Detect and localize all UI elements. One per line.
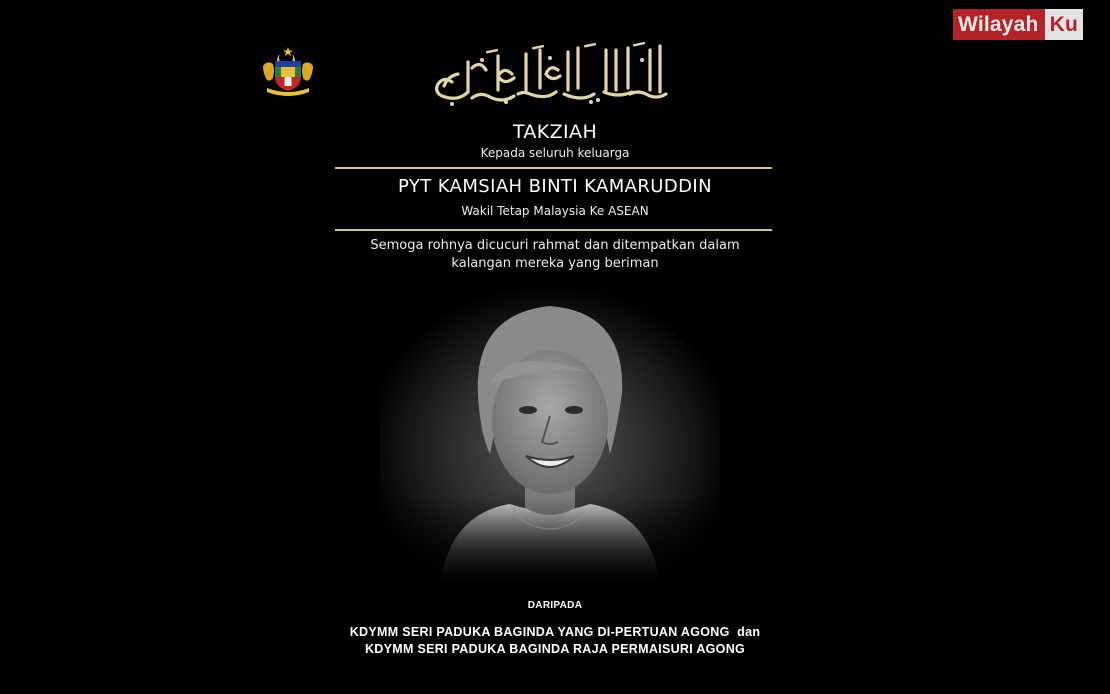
gold-divider-bottom — [335, 229, 772, 231]
from-label: DARIPADA — [527, 600, 583, 611]
giver-line-2: KDYMM SERI PADUKA BAGINDA RAJA PERMAISURI AGONG — [364, 642, 746, 656]
condolence-giver — [0, 624, 1110, 658]
watermark-part-1: Wilayah — [953, 9, 1045, 40]
deceased-name: PYT KAMSIAH BINTI KAMARUDDIN — [398, 176, 712, 197]
giver-line-1: KDYMM SERI PADUKA BAGINDA YANG DI-PERTUAN AGONG dan — [349, 625, 761, 639]
prayer-text — [0, 237, 1110, 273]
watermark-part-2: Ku — [1045, 9, 1083, 40]
prayer-line-2: kalangan mereka yang beriman — [451, 256, 659, 271]
page-title: TAKZIAH — [512, 121, 598, 143]
portrait-photo — [380, 284, 720, 584]
arabic-calligraphy-icon — [428, 40, 678, 114]
prayer-line-1: Semoga rohnya dicucuri rahmat dan ditempatkan dalam — [370, 238, 740, 253]
gold-divider-top — [335, 167, 772, 169]
watermark-logo — [953, 9, 1101, 40]
coat-of-arms-icon — [259, 44, 317, 98]
deceased-position: Wakil Tetap Malaysia Ke ASEAN — [461, 204, 649, 218]
page-subtitle: Kepada seluruh keluarga — [480, 146, 630, 160]
